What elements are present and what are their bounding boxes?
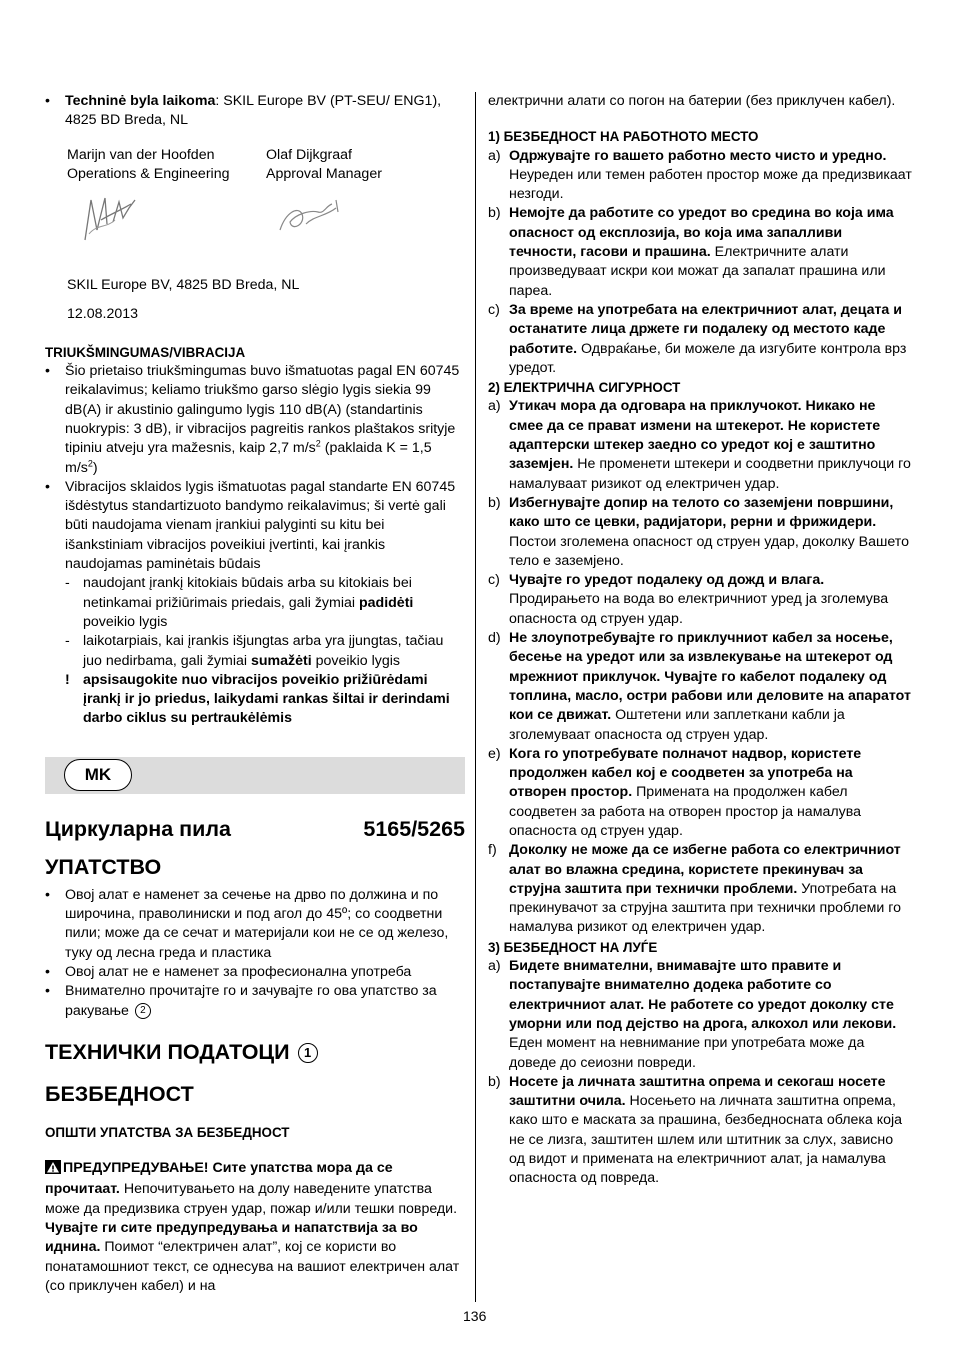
left-column <box>45 92 465 1296</box>
right-column <box>488 92 912 1189</box>
date: 12.08.2013 <box>67 306 139 323</box>
safety-item: c) Чувајте го уредот подалеку од дожд и влага. Продирањето на вода во електричниот уред ја зголемува опасноста од струен удар. <box>488 572 889 627</box>
page-number: 136 <box>463 1308 487 1324</box>
safety-item: c) За време на употребата на електричниот алат, децата и останатите лица држете ги подалеку од местото каде работите. Одвраќање, би можеле да изгубите контрола врз уредот. <box>488 301 907 376</box>
usage-item: • Овој алат не е наменет за професионална употреба <box>45 963 465 982</box>
noise-warning: ! apsisaugokite nuo vibracijos poveikio prižiūrėdami įrankį ir jo priedus, laikydami rankas šiltai ir derindami darbo ciklus su pertraukėlėmis <box>65 671 450 727</box>
language-band <box>45 757 465 794</box>
noise-bullet-2: • Vibracijos sklaidos lygis išmatuotas pagal standarte EN 60745 išdėstytus standartizuoto bandymo reikalavimus; ši vertė gali būti naudojama vienam įrankiui palyginti su kitu bei išankstiniam vibracijos poveikiui įvertinti, kai įrankis naudojamas paminėtais būdais <box>45 478 465 574</box>
signatory-1: Marijn van der Hoofden Operations & Engineering <box>67 146 230 182</box>
safety-heading: БЕЗБЕДНОСТ <box>45 1081 194 1106</box>
safety-item: b) Немојте да работите со уредот во средина во која има опасност од експлозија, во која има запалливи течности, гасови и прашина. Електричните алати произведуваат искри кои можат да запалат прашина или пареа. <box>488 205 894 299</box>
product-title-row <box>45 816 465 842</box>
signatory-2: Olaf Dijkgraaf Approval Manager <box>266 146 382 182</box>
safety-item: a) Бидете внимателни, внимавајте што правите и постапувајте внимателно додека работите со електричниот алат. Не работете со уредот доколку сте уморни или под дејство на дрога, алкохол или лекови. Еден момент на невнимание при употребата може да доведе до сеиозни повреди. <box>488 958 897 1071</box>
electrical-safety-list <box>488 397 912 937</box>
column-divider <box>475 92 476 1302</box>
noise-heading: TRIUKŠMINGUMAS/VIBRACIJA <box>45 344 246 360</box>
workplace-safety-list <box>488 147 912 379</box>
company-address: SKIL Europe BV, 4825 BD Breda, NL <box>67 277 300 294</box>
safety-item: b) Носете ја личната заштитна опрема и секогаш носете заштитни очила. Носењето на личната заштитна опрема, како што е маската за прашина, безбедносната облека која не се лизга, заштитен шлем или штитник за слух, зависно од видот и примената на електричниот алат, ја намалува опасноста од повреда. <box>488 1073 903 1187</box>
figure-ref-1: 1 <box>298 1043 318 1063</box>
general-safety-heading: ОПШТИ УПАТСТВА ЗА БЕЗБЕДНОСТ <box>45 1124 290 1140</box>
general-warning: ПРЕДУПРЕДУВАЊЕ! Сите упатства мора да се прочитаат. Непочитувањето на долу наведените упатства може да предизвика струен удар, пожар и/или тешки повреди. Чувајте ги сите предупредувања и напатствија за во иднина. Поимот “електричен алат”, кој се користи во понатамошниот текст, се однесува на вашиот електричен алат (со приклучен кабел) и на <box>45 1160 460 1294</box>
safety-item: a) Утикач мора да одговара на приклучокот. Никако не смее да се прават измени на штекерот. Не користете адаптерски штекер заедно со уредот кој е заштитно заземјен. Не променети штекери и соодветни приклучоци го намалуваат ризикот од електричен удар. <box>488 398 911 492</box>
filing-note: • Techninė byla laikoma: SKIL Europe BV (PT-SEU/ ENG1), 4825 BD Breda, NL <box>45 92 465 131</box>
language-badge: MK <box>64 759 132 791</box>
noise-bullet-1: • Šio prietaiso triukšmingumas buvo išmatuotas pagal EN 60745 reikalavimus; keliamo triukšmo garso slėgio lygis siekia 99 dB(A) ir akustinio galingumo lygis 110 dB(A) (standartinis nuokrypis: 3 dB), ir vibracijos pagreitis rankos plaštakos srityje tipiniu atveju yra mažesnis, kaip 2,7 $m/s^2$ (paklaida K = 1,5 $m/s^2$) <box>45 362 465 478</box>
signature-1-image <box>67 184 266 262</box>
safety-item: f) Доколку не може да се избегне работа со електричниот алат во влажна средина, користете прекинувач за струјна заштита при технички проблеми. Употребата на прекинувачот за струјна заштита при технички проблеми го намалува ризикот од електричен удар. <box>488 842 902 936</box>
personal-safety-heading: 3) БЕЗБЕДНОСТ НА ЛУЃЕ <box>488 939 658 955</box>
product-title: Циркуларна пила <box>45 816 231 841</box>
signature-2-image <box>266 184 465 262</box>
signatories <box>45 146 465 325</box>
model-number: 5165/5265 <box>363 816 465 841</box>
usage-list <box>45 886 465 1021</box>
usage-item: • Овој алат е наменет за сечење на дрво по должина и по широчина, праволиниски и под агол до 45º; со соодветни пили; може да се сечат и материјали кои не се од железо, туку од лесна греда и пластика <box>45 886 465 963</box>
safety-item: b) Избегнувајте допир на телото со заземјени површини, како што се цевки, радијатори, рерни и фрижидери. Постои зголемена опасност од струен удар, доколку Вашето тело е заземјено. <box>488 494 909 569</box>
safety-item: a) Одржувајте го вашето работно место чисто и уредно. Неуреден или темен работен простор може да предизвикаат незгоди. <box>488 147 912 203</box>
usage-heading: УПАТСТВО <box>45 854 162 879</box>
electrical-safety-heading: 2) ЕЛЕКТРИЧНА СИГУРНОСТ <box>488 380 681 396</box>
continuation-text: електрични алати со погон на батерии (без приклучен кабел). <box>488 93 896 109</box>
tech-data-heading: ТЕХНИЧКИ ПОДАТОЦИ 1 <box>45 1039 465 1065</box>
figure-ref-2: 2 <box>135 1003 151 1019</box>
noise-dash-1: - naudojant įrankį kitokiais būdais arba su kitokiais bei netinkamai prižiūrimais priedais, gali žymiai padidėti poveikio lygis <box>65 575 414 630</box>
workplace-safety-heading: 1) БЕЗБЕДНОСТ НА РАБОТНОТО МЕСТО <box>488 129 759 145</box>
warning-triangle-icon <box>45 1160 61 1180</box>
usage-item: • Внимателно прочитајте го и зачувајте го ова упатство за ракување 2 <box>45 982 465 1021</box>
safety-item: e) Кога го употребувате полначот надвор, користете продолжен кабел кој е соодветен за употреба на отворен простор. Примената на продолжен кабел соодветен за работа на отворен простор ја намалува опасноста од струен удар. <box>488 745 862 839</box>
safety-item: d) Не злоупотребувајте го приклучниот кабел за носење, бесење на уредот или за извлекување на штекерот од мрежниот приклучок. Чувајте го кабелот подалеку од топлина, масло, остри рабови или деловите на апаратот кои се движат. Оштетени или заплеткани кабли ја зголемуваат опасноста од струен удар. <box>488 630 911 743</box>
noise-dash-2: - laikotarpiais, kai įrankis išjungtas arba yra įjungtas, tačiau juo nedirbama, gali žymiai sumažėti poveikio lygis <box>65 633 444 669</box>
personal-safety-list <box>488 957 912 1189</box>
